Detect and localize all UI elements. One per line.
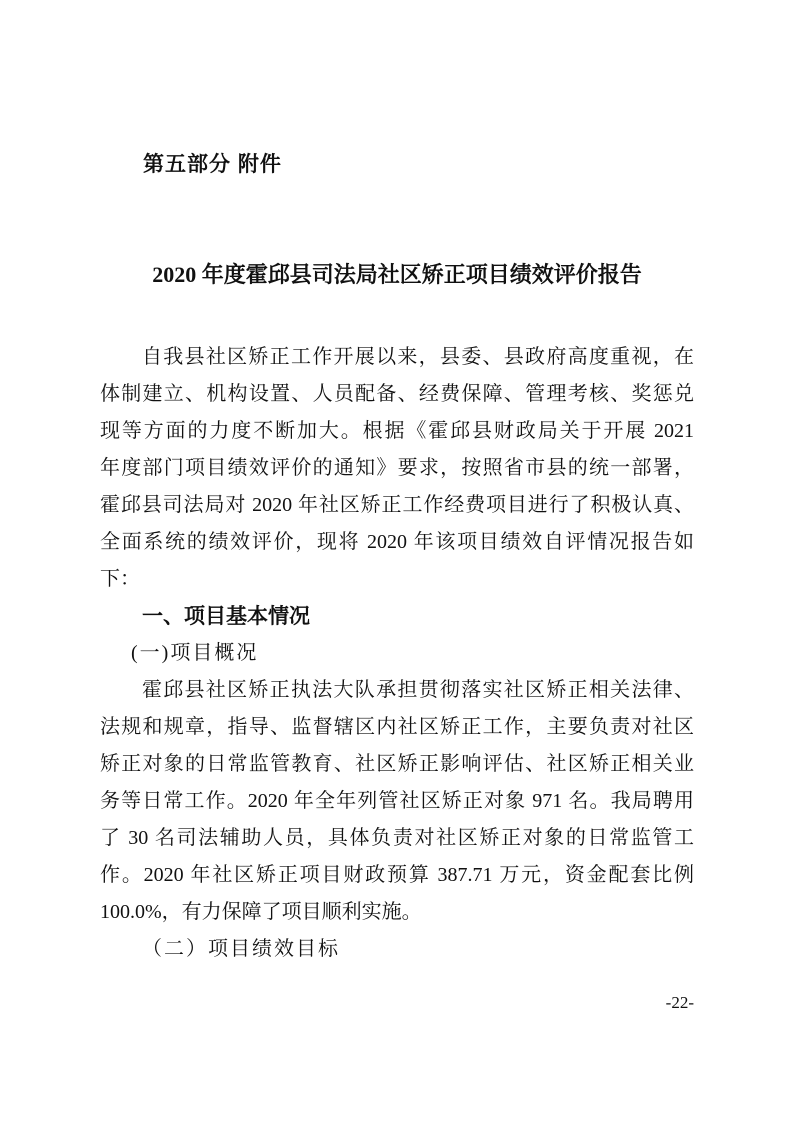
- paragraph-line: 法规和规章，指导、监督辖区内社区矫正工作，主要负责对社区: [100, 716, 694, 738]
- body-heading-1: 一、项目基本情况: [142, 605, 310, 628]
- document-body: [100, 339, 694, 968]
- paragraph-line: 霍邱县司法局对 2020 年社区矫正工作经费项目进行了积极认真、: [100, 494, 694, 516]
- page-footer: [100, 991, 694, 1015]
- paragraph-line: 了 30 名司法辅助人员，具体负责对社区矫正对象的日常监管工: [100, 827, 694, 849]
- paragraph-line: 100.0%，有力保障了项目顺利实施。: [100, 901, 422, 923]
- paragraph-line: 务等日常工作。2020 年全年列管社区矫正对象 971 名。我局聘用: [100, 790, 694, 812]
- paragraph-line: 作。2020 年社区矫正项目财政预算 387.71 万元，资金配套比例: [100, 864, 694, 886]
- sub-heading-1-1: (一)项目概况: [131, 642, 259, 664]
- section-heading: 第五部分 附件: [143, 153, 282, 176]
- paragraph-line: 现等方面的力度不断加大。根据《霍邱县财政局关于开展 2021: [100, 420, 694, 442]
- paragraph-line: 霍邱县社区矫正执法大队承担贯彻落实社区矫正相关法律、: [142, 679, 694, 701]
- paragraph-line: 体制建立、机构设置、人员配备、经费保障、管理考核、奖惩兑: [100, 383, 694, 405]
- paragraph-line: 矫正对象的日常监管教育、社区矫正影响评估、社区矫正相关业: [100, 753, 694, 775]
- page-number: -22-: [665, 993, 694, 1012]
- paragraph-line: 年度部门项目绩效评价的通知》要求，按照省市县的统一部署，: [100, 457, 694, 479]
- report-title: 2020 年度霍邱县司法局社区矫正项目绩效评价报告: [152, 262, 642, 287]
- sub-heading-1-2: （二）项目绩效目标: [142, 938, 340, 960]
- paragraph-line: 自我县社区矫正工作开展以来，县委、县政府高度重视，在: [142, 346, 694, 368]
- paragraph-line: 全面系统的绩效评价，现将 2020 年该项目绩效自评情况报告如: [100, 531, 694, 553]
- paragraph-line: 下：: [100, 568, 140, 590]
